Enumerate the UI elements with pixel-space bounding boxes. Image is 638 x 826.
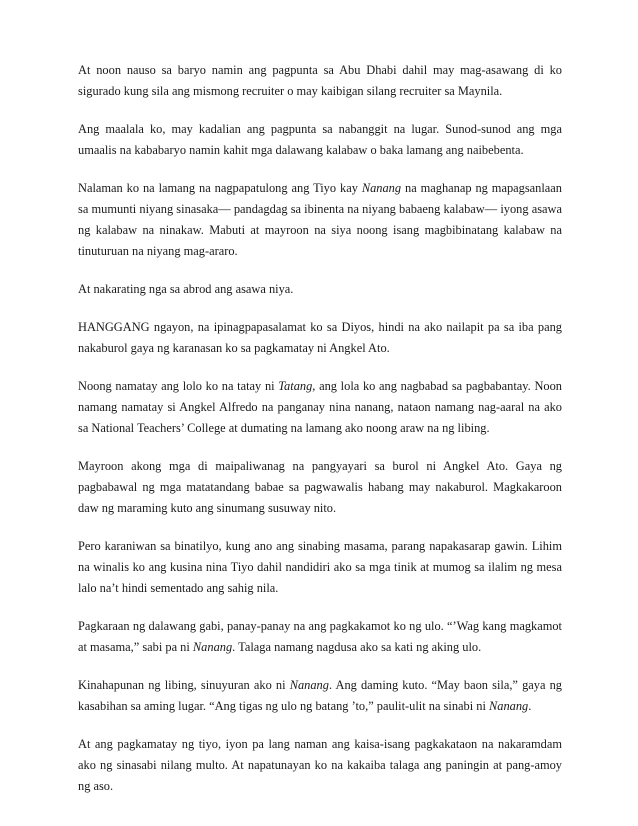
- paragraph-4-text: At nakarating nga sa abrod ang asawa niya.: [78, 282, 294, 296]
- paragraph-6-text-b: , ang lola ko ang nagbabad sa pagbabantay. Noon namang namatay si Angkel Alfredo na panganay nina nanang, nataon namang nag-aaral na ako sa National Teachers’ College at dumating na lamang ako noong araw na ng libing.: [78, 379, 562, 435]
- paragraph-5: [78, 317, 562, 359]
- paragraph-10-text-b: . Ang daming kuto. “May baon sila,” gaya ng kasabihan sa aming lugar. “Ang tigas ng ulo ng batang ’to,” paulit-ulit na sinabi ni: [78, 678, 562, 713]
- paragraph-3-name-nanang: Nanang: [361, 181, 402, 195]
- paragraph-11-text: At ang pagkamatay ng tiyo, iyon pa lang naman ang kaisa-isang pagkakataon na nakaramdam ako ng sinasabi nilang multo. At napatunayan ko na kakaiba talaga ang paningin at pang-amoy ng aso.: [78, 737, 562, 793]
- paragraph-4: [78, 279, 562, 300]
- paragraph-9-text-a: Pagkaraan ng dalawang gabi, panay-panay na ang pagkakamot ko ng ulo. “’Wag kang magkamot at masama,” sabi pa ni: [78, 619, 562, 654]
- paragraph-6: [78, 376, 562, 439]
- paragraph-10-name-nanang-2: Nanang: [489, 699, 529, 713]
- paragraph-7: [78, 456, 562, 519]
- paragraph-10: [78, 675, 562, 717]
- paragraph-2: [78, 119, 562, 161]
- paragraph-11: [78, 734, 562, 797]
- paragraph-10-text-c: .: [528, 699, 532, 713]
- paragraph-2-text: Ang maalala ko, may kadalian ang pagpunta sa nabanggit na lugar. Sunod-sunod ang mga umaalis na kababaryo namin kahit mga dalawang kalabaw o baka lamang ang naibebenta.: [78, 122, 562, 157]
- paragraph-9: [78, 616, 562, 658]
- paragraph-9-name-nanang: Nanang: [192, 640, 233, 654]
- paragraph-3-text-b: na maghanap ng mapagsanlaan sa mumunti niyang sinasaka— pandagdag sa ibinenta na niyang babaeng kalabaw— iyong asawa ng kalabaw na ninakaw. Mabuti at mayroon na siya noong isang magbibinatang kalabaw na tinuturuan na niyang mag-araro.: [78, 181, 562, 258]
- paragraph-9-text-b: . Talaga namang nagdusa ako sa kati ng aking ulo.: [232, 640, 482, 654]
- paragraph-1-text: At noon nauso sa baryo namin ang pagpunta sa Abu Dhabi dahil may mag-asawang di ko sigurado kung sila ang mismong recruiter o may kaibigan silang recruiter sa Maynila.: [78, 63, 562, 98]
- document-page: [78, 60, 562, 814]
- paragraph-10-name-nanang-1: Nanang: [289, 678, 329, 692]
- paragraph-3-text-a: Nalaman ko na lamang na nagpapatulong ang Tiyo kay: [78, 181, 362, 195]
- paragraph-1: [78, 60, 562, 102]
- paragraph-10-text-a: Kinahapunan ng libing, sinuyuran ako ni: [78, 678, 290, 692]
- paragraph-3: [78, 178, 562, 262]
- paragraph-8: [78, 536, 562, 599]
- paragraph-6-name-tatang: Tatang: [278, 379, 313, 393]
- paragraph-7-text: Mayroon akong mga di maipaliwanag na pangyayari sa burol ni Angkel Ato. Gaya ng pagbabawal ng mga matatandang babae sa pagwawalis habang may nakaburol. Magkakaroon daw ng maraming kuto ang sinumang susuway nito.: [78, 459, 562, 515]
- paragraph-8-text: Pero karaniwan sa binatilyo, kung ano ang sinabing masama, parang napakasarap gawin. Lihim na winalis ko ang kusina nina Tiyo dahil nandidiri ako sa mga tinik at mumog sa ilalim ng mesa lalo na’t hindi sementado ang sahig nila.: [78, 539, 562, 595]
- paragraph-6-text-a: Noong namatay ang lolo ko na tatay ni: [78, 379, 279, 393]
- paragraph-5-text: HANGGANG ngayon, na ipinagpapasalamat ko sa Diyos, hindi na ako nailapit pa sa iba pang nakaburol gaya ng karanasan ko sa pagkamatay ni Angkel Ato.: [78, 320, 562, 355]
